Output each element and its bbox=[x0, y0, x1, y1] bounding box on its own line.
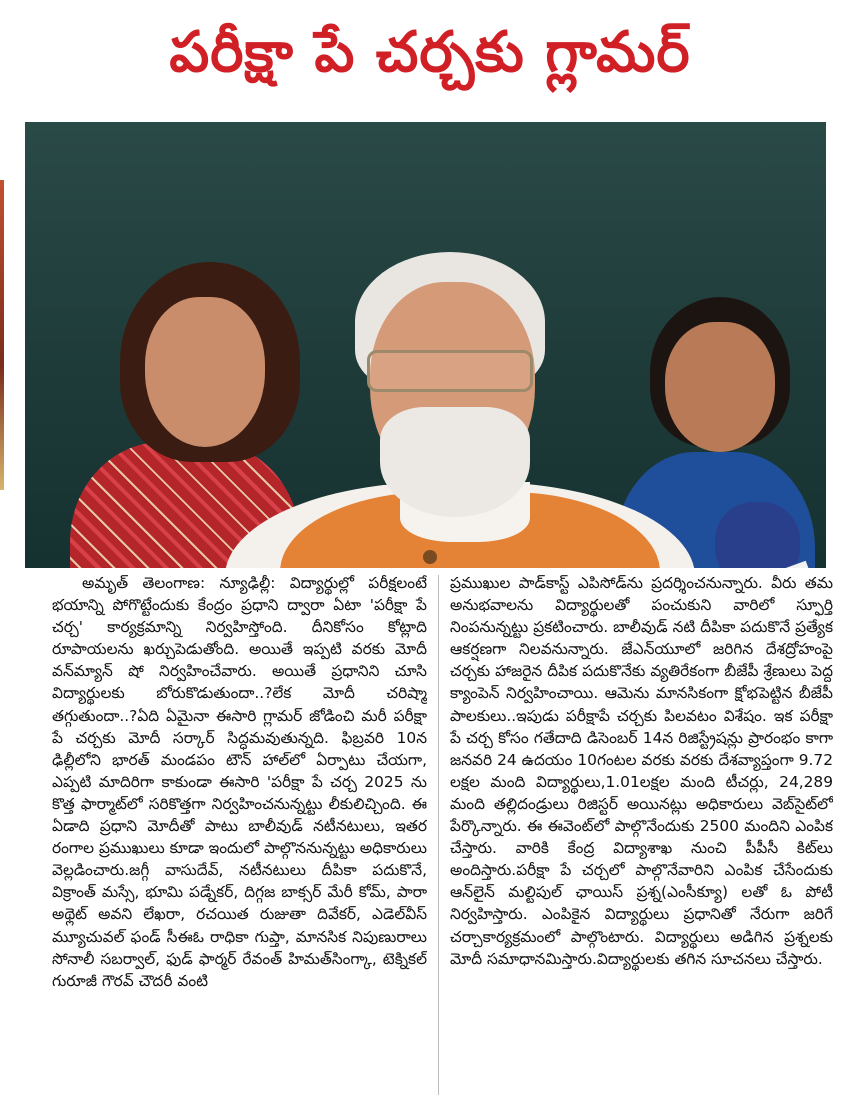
article-column-right bbox=[450, 572, 833, 1102]
headline: పరీక్షా పే చర్చకు గ్లామర్ bbox=[169, 19, 691, 85]
boxing-glove-icon bbox=[715, 502, 800, 568]
man-beard bbox=[380, 407, 530, 517]
article-column-left bbox=[52, 572, 427, 1102]
article-text-right: ప్రముఖుల పాడ్‌కాస్ట్ ఎపిసోడ్‌ను ప్రదర్శించనున్నారు. వీరు తమ అనుభవాలను విద్యార్థులతో పంచుకుని వారిలో స్ఫూర్తి నింపనున్నట్టు ప్రకటించారు. బాలీవుడ్ నటి దీపికా పదుకొనే ప్రత్యేక ఆకర్షణగా నిలవనున్నారు. జేఎన్‌యూలో జరిగిన దేశద్రోహంపై చర్చకు హాజరైన దీపిక పదుకొనేకు వ్యతిరేకంగా బీజేపీ శ్రేణులు పెద్ద క్యాంపెన్ నిర్వహించాయి. ఆమెను మానసికంగా క్షోభపెట్టిన బీజేపీ పాలకులు..ఇపుడు పరీక్షాపే చర్చకు పిలవటం విశేషం. ఇక పరీక్షా పే చర్చ కోసం గతేదాది డిసెంబర్ 14న రిజిస్ట్రేషన్లు ప్రారంభం కాగా జనవరి 24 ఉదయం 10గంటల వరకు వరకు దేశవ్యాప్తంగా 9.72 లక్షల మంది విద్యార్థులు,1.01లక్షల మంది టీచర్లు, 24,289 మంది తల్లిదండ్రులు రిజిస్టర్ అయినట్లు అధికారులు వెబ్‌సైట్‌లో పేర్కొన్నారు. ఈ ఈవెంట్‌లో పాల్గొనేందుకు 2500 మందిని ఎంపిక చేస్తారు. వారికి కేంద్ర విద్యాశాఖ నుంచి పీపీసీ కిట్‌లు అందిస్తారు.పరీక్షా పే చర్చలో పాల్గొనేవారిని ఎంపిక చేసేందుకు ఆన్‌లైన్ మల్టిపుల్ ఛాయిస్ ప్రశ్న(ఎంసీక్యూ) లతో ఓ పోటీ నిర్వహిస్తారు. ఎంపికైన విద్యార్థులు ప్రధానితో నేరుగా జరిగే చర్చాకార్యక్రమంలో పాల్గొంటారు. విద్యార్థులు అడిగిన ప్రశ్నలకు మోదీ సమాధానమిస్తారు.విద్యార్థులకు తగిన సూచనలు చేస్తారు. bbox=[450, 574, 833, 968]
woman-left-face bbox=[145, 297, 265, 447]
article-text-left: అమృత్ తెలంగాణ: న్యూఢిల్లీ: విద్యార్థుల్లో పరీక్షలంటే భయాన్ని పోగొట్టేందుకు కేంద్రం ప్రధాని ద్వారా ఏటా 'పరీక్షా పే చర్చ' కార్యక్రమాన్ని నిర్వహిస్తోంది. దీనికోసం కోట్లాది రూపాయలను ఖర్చుపెడుతోంది. అయితే ఇప్పటి వరకు మోదీ వన్‌మ్యాన్ షో నిర్వహించేవారు. అయితే ప్రధానిని చూసి విద్యార్థులకు బోరుకొడుతుందా..?లేక మోదీ చరిష్మా తగ్గుతుందా..?ఏది ఏమైనా ఈసారి గ్లామర్ జోడించి మరీ పరీక్షా పే చర్చకు మోదీ సర్కార్ సిద్ధమవుతున్నది. ఫిబ్రవరి 10న ఢిల్లీలోని భారత్ మండపం టౌన్ హాల్‌లో ఏర్పాటు చేయగా, ఎప్పటి మాదిరిగా కాకుండా ఈసారి 'పరీక్షా పే చర్చ 2025 ను కొత్త ఫార్మాట్‌లో సరికొత్తగా నిర్వహించనున్నట్టు లీకులిచ్చింది. ఈ ఏడాది ప్రధాని మోదీతో పాటు బాలీవుడ్ నటీనటులు, ఇతర రంగాల ప్రముఖులు కూడా ఇందులో పాల్గొననున్నట్టు అధికారులు వెల్లడించారు.జగ్గీ వాసుదేవ్, నటీనటులు దీపికా పదుకొనే, విక్రాంత్ మస్సే, భూమి పడ్నేకర్, దిగ్గజ బాక్సర్ మేరీ కోమ్, పారా అథ్లెట్ అవని లేఖరా, రచయిత రుజుతా దివేకర్, ఎడెల్‌వీస్ మ్యూచువల్ ఫండ్ సీఈఓ రాధికా గుప్తా, మానసిక నిపుణురాలు సోనాలీ సబర్వాల్, ఫుడ్ ఫార్మర్ రేవంత్ హిమత్‌సింగ్కా, టెక్నికల్ గురూజీ గౌరవ్ చౌదరీ వంటి bbox=[52, 574, 427, 990]
jacket-button bbox=[423, 550, 437, 564]
adjacent-photo-edge bbox=[0, 180, 4, 490]
glasses-icon bbox=[367, 350, 533, 392]
article-photo bbox=[25, 122, 826, 568]
boxer-right-face bbox=[665, 322, 775, 452]
column-divider bbox=[438, 575, 439, 1095]
